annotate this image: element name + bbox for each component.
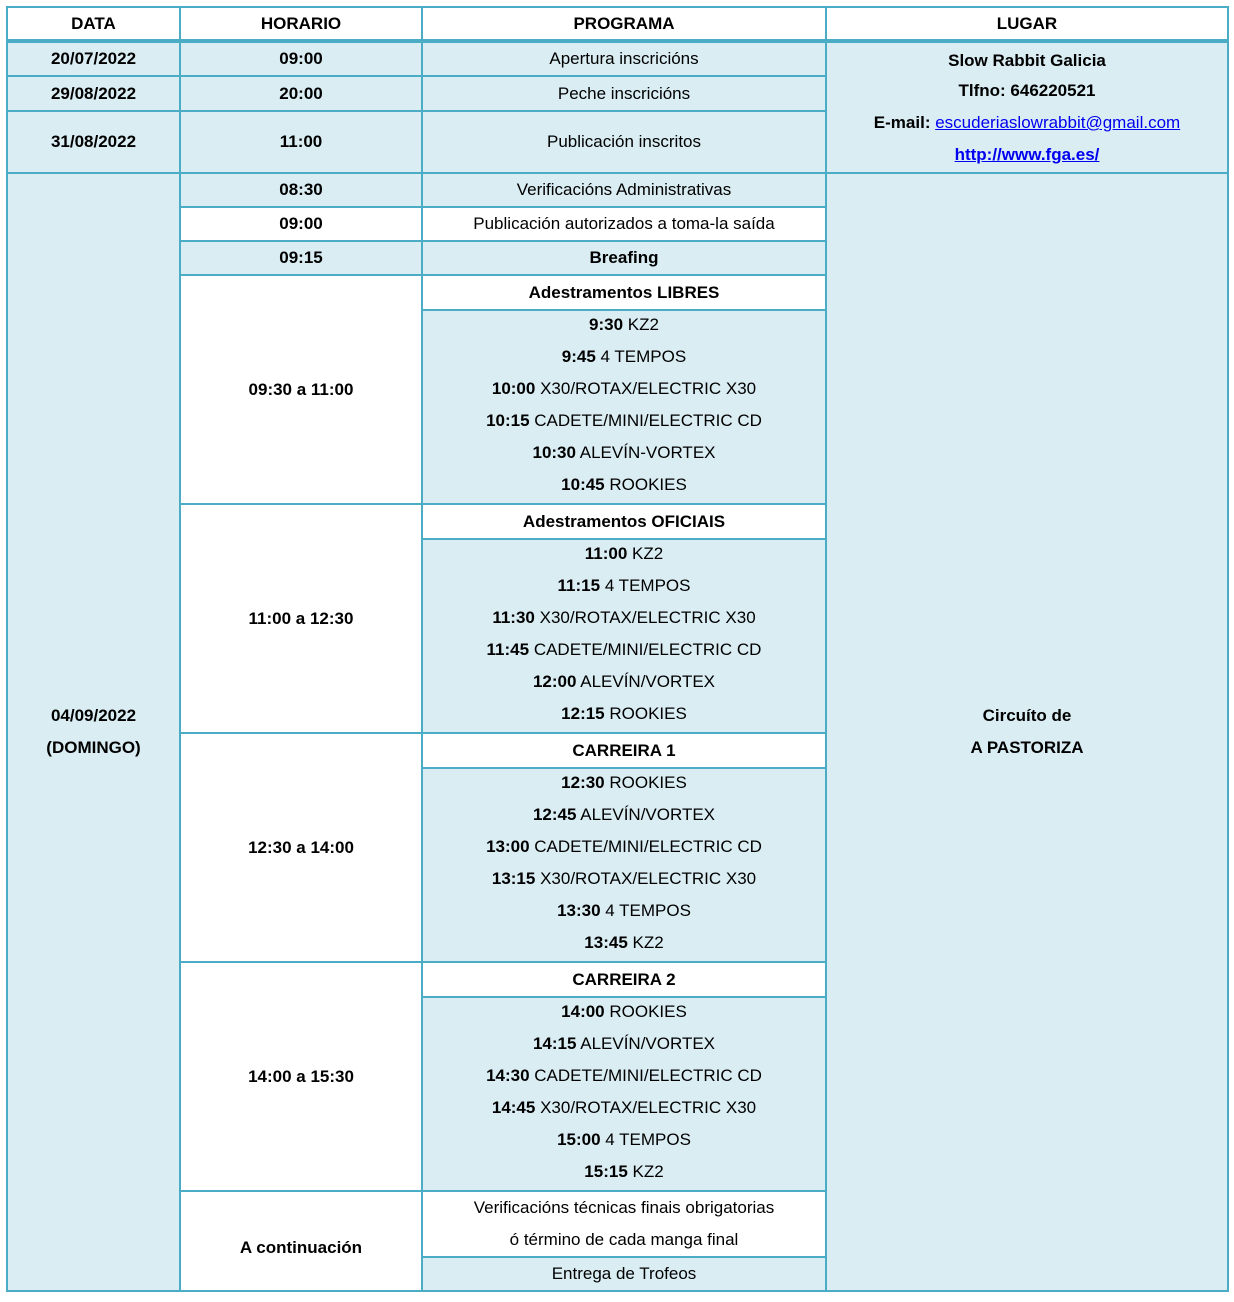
list-item: 10:15 CADETE/MINI/ELECTRIC CD — [486, 411, 762, 430]
email-label: E-mail: — [873, 113, 931, 132]
event-date-cell — [7, 173, 180, 1291]
final-checks-line-2: ó término de cada manga final — [509, 1230, 739, 1249]
time-cell: 08:30 — [180, 173, 422, 207]
list-item: 11:00 KZ2 — [584, 544, 664, 563]
block-items-cell — [422, 997, 826, 1191]
block-items-cell — [422, 768, 826, 962]
final-time-cell: A continuación — [180, 1191, 422, 1291]
list-item: 10:30 ALEVÍN-VORTEX — [532, 443, 716, 462]
block-items-cell — [422, 539, 826, 733]
event-day: (DOMINGO) — [46, 738, 141, 757]
block-time-cell: 11:00 a 12:30 — [180, 504, 422, 733]
block-time-cell: 12:30 a 14:00 — [180, 733, 422, 962]
event-date: 04/09/2022 — [50, 706, 137, 725]
final-checks-cell — [422, 1191, 826, 1257]
time-cell: 20:00 — [180, 76, 422, 111]
program-cell: Apertura inscricións — [422, 41, 826, 76]
list-item: 12:30 ROOKIES — [561, 773, 687, 792]
date-cell: 20/07/2022 — [7, 41, 180, 76]
organizer-email-line — [827, 107, 1227, 139]
final-checks-line-1: Verificacións técnicas finais obrigatorias — [473, 1198, 775, 1217]
block-title: CARREIRA 1 — [422, 733, 826, 768]
list-item: 12:45 ALEVÍN/VORTEX — [532, 805, 716, 824]
list-item: 14:15 ALEVÍN/VORTEX — [532, 1034, 716, 1053]
list-item: 9:30 KZ2 — [589, 315, 659, 334]
block-title: Adestramentos OFICIAIS — [422, 504, 826, 539]
schedule-table — [6, 6, 1229, 1292]
lugar-organizer-cell — [826, 41, 1228, 173]
email-link[interactable]: escuderiaslowrabbit@gmail.com — [935, 113, 1181, 132]
program-cell: Breafing — [422, 241, 826, 275]
header-programa: PROGRAMA — [422, 7, 826, 41]
list-item: 12:15 ROOKIES — [561, 704, 687, 723]
header-lugar: LUGAR — [826, 7, 1228, 41]
time-cell: 09:15 — [180, 241, 422, 275]
time-cell: 09:00 — [180, 207, 422, 241]
list-item: 12:00 ALEVÍN/VORTEX — [532, 672, 716, 691]
block-title: Adestramentos LIBRES — [422, 275, 826, 310]
date-cell: 31/08/2022 — [7, 111, 180, 173]
web-link[interactable]: http://www.fga.es/ — [954, 145, 1100, 164]
list-item: 13:45 KZ2 — [584, 933, 664, 952]
table-row — [7, 173, 1228, 207]
header-data: DATA — [7, 7, 180, 41]
list-item: 11:30 X30/ROTAX/ELECTRIC X30 — [492, 608, 756, 627]
list-item: 13:30 4 TEMPOS — [557, 901, 691, 920]
list-item: 10:45 ROOKIES — [561, 475, 687, 494]
organizer-name: Slow Rabbit Galicia — [948, 51, 1106, 70]
block-items-cell — [422, 310, 826, 504]
list-item: 13:15 X30/ROTAX/ELECTRIC X30 — [491, 869, 757, 888]
list-item: 15:00 4 TEMPOS — [557, 1130, 691, 1149]
list-item: 13:00 CADETE/MINI/ELECTRIC CD — [486, 837, 762, 856]
time-cell: 11:00 — [180, 111, 422, 173]
place-line-1: Circuíto de — [982, 706, 1072, 725]
header-row — [7, 7, 1228, 41]
block-time-cell: 09:30 a 11:00 — [180, 275, 422, 504]
program-cell: Verificacións Administrativas — [422, 173, 826, 207]
event-place-cell — [826, 173, 1228, 1291]
trophies-cell: Entrega de Trofeos — [422, 1257, 826, 1291]
program-cell: Publicación autorizados a toma-la saída — [422, 207, 826, 241]
list-item: 10:00 X30/ROTAX/ELECTRIC X30 — [491, 379, 757, 398]
place-line-2: A PASTORIZA — [970, 738, 1084, 757]
date-cell: 29/08/2022 — [7, 76, 180, 111]
time-cell: 09:00 — [180, 41, 422, 76]
header-horario: HORARIO — [180, 7, 422, 41]
list-item: 14:30 CADETE/MINI/ELECTRIC CD — [486, 1066, 762, 1085]
block-time-cell: 14:00 a 15:30 — [180, 962, 422, 1191]
list-item: 11:45 CADETE/MINI/ELECTRIC CD — [486, 640, 762, 659]
program-cell: Peche inscricións — [422, 76, 826, 111]
list-item: 14:45 X30/ROTAX/ELECTRIC X30 — [491, 1098, 757, 1117]
list-item: 11:15 4 TEMPOS — [557, 576, 691, 595]
list-item: 14:00 ROOKIES — [561, 1002, 687, 1021]
organizer-phone: Tlfno: 646220521 — [958, 81, 1096, 100]
block-title: CARREIRA 2 — [422, 962, 826, 997]
list-item: 15:15 KZ2 — [584, 1162, 664, 1181]
list-item: 9:45 4 TEMPOS — [561, 347, 687, 366]
program-cell: Publicación inscritos — [422, 111, 826, 173]
organizer-web-line — [827, 139, 1227, 171]
table-row — [7, 41, 1228, 76]
